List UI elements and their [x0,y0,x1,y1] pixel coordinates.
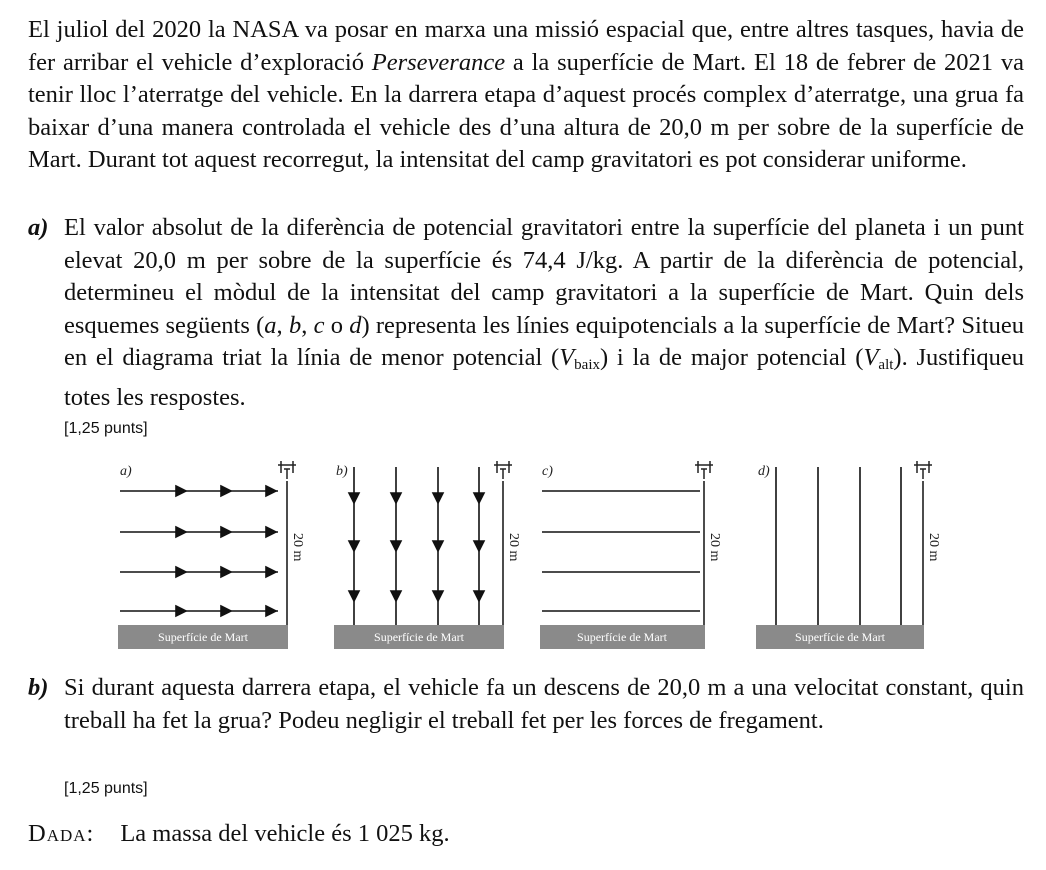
sep-2: , [301,311,314,339]
diagram-a [118,455,318,655]
diagram-c-letter: c) [542,464,553,479]
question-b [28,672,1024,737]
data-text: La massa del vehicle és 1 025 kg. [120,820,450,847]
intro-paragraph [28,14,1024,177]
option-c: c [313,311,325,339]
intro-text-2: a la superfície de Mart. El 18 de febrer de 2021 va tenir lloc l’aterratge del vehicle. En la darrera etapa d’aquest procés complex d’aterratge, una grua fa baixar d’una manera controlada el vehicle des d’una altura de 20,0 m per sobre de la superfície de Mart. Durant tot aquest recorregut, la intensitat del camp gravitatori es pot considerar uniforme. [28,48,1024,174]
question-b-text: Si durant aquesta darrera etapa, el vehicle fa un descens de 20,0 m a una velocitat constant, quin treball ha fet la grua? Podeu negligir el treball fet per les forces de fregament. [64,674,1024,734]
diagram-c [540,455,740,655]
sep-1: , [276,311,289,339]
question-a-text [64,212,1024,415]
rover-name: Perseverance [371,48,506,76]
v-low-subscript: baix [574,357,600,374]
surface-label: Superfície de Mart [374,630,464,644]
surface-label: Superfície de Mart [795,630,885,644]
question-a-label: a) [28,214,49,241]
question-b-points: [1,25 punts] [64,780,148,797]
diagram-a-letter: a) [120,464,132,479]
question-b-label: b) [28,674,49,701]
intro-text-1: El juliol del 2020 la NASA va posar en marxa una missió espacial que, entre altres tasques, havia de fer arribar el vehicle d’exploració [28,16,1024,76]
question-a-text-3: ) i la de major potencial ( [599,344,864,372]
height-label: 20 m [290,533,305,562]
surface-label: Superfície de Mart [158,630,248,644]
diagram-b-letter: b) [336,464,348,479]
diagram-d [756,455,956,655]
surface-label: Superfície de Mart [577,630,667,644]
question-a-text-1: El valor absolut de la diferència de potencial gravitatori entre la superfície del planeta i un punt elevat 20,0 m per sobre de la superfície és 74,4 J/kg. A partir de la diferència de potencial, determineu el mòdul de la intensitat del camp gravitatori a la superfície de Mart. Quin dels esquemes següents ( [64,214,1024,339]
diagram-b [334,455,534,655]
height-label: 20 m [707,533,722,562]
question-a-points: [1,25 punts] [64,420,148,437]
diagram-d-letter: d) [758,464,770,479]
field-lines-vertical [349,467,484,625]
v-low-symbol: V [559,344,575,372]
option-d: d [349,311,362,339]
option-b: b [288,311,302,339]
data-label: Dada: [28,820,95,847]
field-lines-horizontal [120,486,278,616]
rover-icon [278,461,296,479]
rover-icon [494,461,512,479]
data-section [28,818,450,850]
v-high-symbol: V [863,344,879,372]
sep-3: o [324,311,350,339]
rover-icon [914,461,932,479]
height-label: 20 m [506,533,521,562]
v-high-subscript: alt [878,357,894,374]
equipotential-lines-vertical [776,467,901,625]
height-label: 20 m [926,533,941,562]
equipotential-lines-horizontal [542,491,700,611]
question-a-text-4: ). Justifiqueu totes les respostes. [64,344,1024,411]
question-a [28,212,1024,415]
rover-icon [695,461,713,479]
option-a: a [264,311,277,339]
question-a-text-2: ) representa les línies equipotencials a la superfície de Mart? Situeu en el diagrama triat la línia de menor potencial ( [64,311,1025,372]
